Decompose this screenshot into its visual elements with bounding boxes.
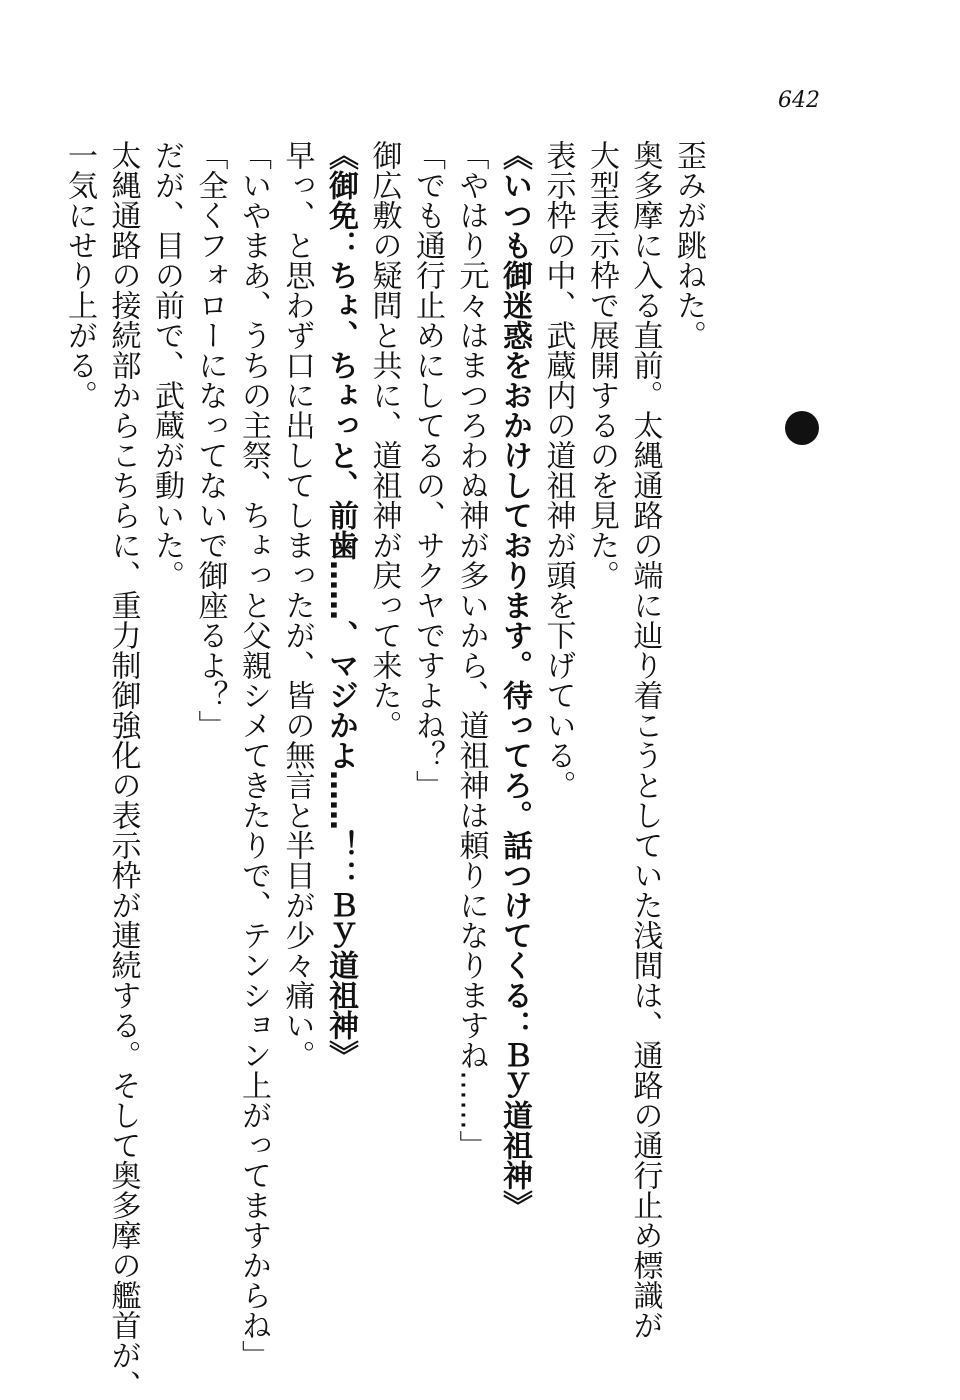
text-line: 奥多摩に入る直前。太縄通路の端に辿り着こうとしていた浅間は、通路の通行止め標識が (627, 140, 663, 1340)
text-line: 太縄通路の接続部からこちらに、重力制御強化の表示枠が連続する。そして奥多摩の艦首が、 (105, 140, 141, 1400)
dialogue-line: 「やはり元々はまつろわぬ神が多いから、道祖神は頼りになりますね……」 (453, 140, 489, 1160)
text-line: 早っ、と思わず口に出してしまったが、皆の無言と半目が少々痛い。 (279, 140, 315, 1070)
text-line: だが、目の前で、武蔵が動いた。 (149, 140, 184, 590)
message-window-line: 《御免：ちょ、ちょっと、前歯……、マジかよ……！：Ｂｙ道祖神》 (323, 140, 358, 1070)
vertical-text-block (58, 140, 711, 1400)
page-number: 642 (778, 88, 820, 113)
text-line: 一気にせり上がる。 (62, 140, 97, 410)
dialogue-line: 「でも通行止めにしてるの、サクヤですよね？」 (410, 140, 445, 800)
message-window-line: 《いつも御迷惑をおかけしております。待ってろ。話つけてくる：Ｂｙ道祖神》 (497, 140, 532, 1220)
dialogue-line: 「全くフォローになってないで御座るよ？」 (192, 140, 228, 740)
dialogue-line: 「いやまあ、うちの主祭、ちょっと父親シメてきたりで、テンション上がってますからね」 (236, 140, 271, 1370)
scene-break-dot (785, 411, 819, 445)
text-line: 歪みが跳ねた。 (671, 140, 706, 350)
text-line: 表示枠の中、武蔵内の道祖神が頭を下げている。 (540, 140, 576, 800)
text-line: 大型表示枠で展開するのを見た。 (584, 140, 619, 590)
text-line: 御広敷の疑問と共に、道祖神が戻って来た。 (366, 140, 402, 740)
